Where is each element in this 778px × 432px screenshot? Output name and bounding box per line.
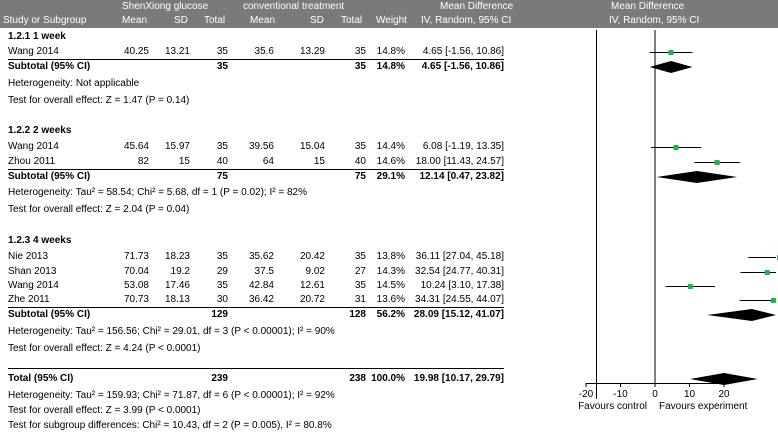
n2: 27 [354,266,366,277]
weight: 14.3% [376,266,405,277]
sd2: 20.72 [299,294,325,305]
favours-left-label: Favours control [578,401,647,412]
ci: 4.65 [-1.56, 10.86] [422,46,504,57]
total-ci: 19.98 [10.17, 29.79] [413,373,504,384]
col-weight: Weight [376,15,407,26]
ci: 18.00 [11.43, 24.57] [415,156,504,167]
x-tick-label: 0 [652,389,658,400]
weight: 14.5% [376,280,405,291]
x-tick-label: -20 [578,389,594,400]
subtotal-ci: 12.14 [0.47, 23.82] [419,171,504,182]
weight: 14.6% [376,156,405,167]
n2: 31 [354,294,366,305]
subtotal-weight: 29.1% [376,171,405,182]
mean1: 53.08 [123,280,149,291]
weight: 13.6% [376,294,405,305]
subtotal-weight: 56.2% [376,309,405,320]
subgroup-title: 1.2.2 2 weeks [8,125,72,136]
subtotal-n1: 129 [211,309,228,320]
sd1: 18.13 [164,294,190,305]
col-mean2: Mean [250,15,276,26]
subtotal-n1: 35 [216,61,228,72]
total-n2: 238 [349,373,366,384]
col-total2: Total [341,15,363,26]
overall-effect-text: Test for overall effect: Z = 4.24 (P < 0.0001) [8,343,201,354]
pooled-diamond [707,309,776,321]
plot-ci-header: IV, Random, 95% CI [609,15,700,26]
x-tick-label: 20 [718,389,730,400]
subgroup-title: 1.2.1 1 week [8,31,66,42]
overall-effect-text: Test for overall effect: Z = 1.47 (P = 0.14) [8,95,190,106]
subtotal-n2: 128 [349,309,366,320]
subtotal-n2: 35 [354,61,366,72]
mean2: 42.84 [248,280,274,291]
mean2: 36.42 [248,294,274,305]
pooled-diamond [657,171,738,183]
col-ci: IV, Random, 95% CI [421,15,512,26]
weight: 14.4% [376,141,405,152]
sd1: 19.2 [170,266,190,277]
subtotal-ci: 28.09 [15.12, 41.07] [413,309,504,320]
subtotal-weight: 14.8% [376,61,405,72]
n1: 35 [216,141,228,152]
subgroup-differences-text: Test for subgroup differences: Chi² = 10.43, df = 2 (P = 0.005), I² = 80.8% [8,420,332,431]
study-name: Nie 2013 [8,251,49,262]
study-point [688,284,693,289]
sd1: 15 [178,156,190,167]
heterogeneity-text: Heterogeneity: Tau² = 58.54; Chi² = 5.68, df = 1 (P = 0.02); I² = 82% [8,187,307,198]
sd1: 13.21 [164,46,190,57]
study-name: Shan 2013 [8,266,57,277]
subtotal-n1: 75 [216,171,228,182]
col-sd1: SD [174,15,188,26]
sd2: 13.29 [299,46,325,57]
n1: 35 [216,280,228,291]
n2: 40 [354,156,366,167]
mean1: 82 [137,156,149,167]
total-n1: 239 [211,373,228,384]
study-point [673,145,678,150]
col-sd2: SD [310,15,324,26]
mean1: 70.04 [123,266,149,277]
ci: 32.54 [24.77, 40.31] [415,266,504,277]
mean2: 39.56 [248,141,274,152]
group1-header: ShenXiong glucose [122,1,209,12]
sd2: 20.42 [299,251,325,262]
study-point [765,270,770,275]
ci: 36.11 [27.04, 45.18] [415,251,504,262]
mean2: 35.6 [254,46,274,57]
sd2: 15.04 [299,141,325,152]
n1: 35 [216,46,228,57]
mean1: 45.64 [123,141,149,152]
weight: 14.8% [376,46,405,57]
mean1: 71.73 [123,251,149,262]
col-total1: Total [204,15,226,26]
study-point [669,50,674,55]
heterogeneity-text: Heterogeneity: Not applicable [8,78,140,89]
n1: 30 [216,294,228,305]
study-name: Zhe 2011 [8,294,50,305]
n2: 35 [354,251,366,262]
effect-title: Mean Difference [440,1,514,12]
study-name: Wang 2014 [8,280,59,291]
sd1: 15.97 [164,141,190,152]
overall-effect-text: Test for overall effect: Z = 2.04 (P = 0.04) [8,204,190,215]
subtotal-label: Subtotal (95% CI) [8,309,91,320]
favours-right-label: Favours experiment [659,401,748,412]
col-study: Study or Subgroup [3,15,87,26]
n2: 35 [354,46,366,57]
sd2: 9.02 [305,266,325,277]
total-label: Total (95% CI) [8,373,74,384]
subgroup-title: 1.2.3 4 weeks [8,235,72,246]
n1: 35 [216,251,228,262]
col-mean1: Mean [122,15,148,26]
sd2: 15 [313,156,325,167]
n2: 35 [354,280,366,291]
total-heterogeneity-text: Heterogeneity: Tau² = 159.93; Chi² = 71.87, df = 6 (P < 0.00001); I² = 92% [8,390,335,401]
subtotal-n2: 75 [354,171,366,182]
study-name: Zhou 2011 [8,156,56,167]
mean1: 40.25 [123,46,149,57]
mean2: 37.5 [254,266,274,277]
ci: 10.24 [3.10, 17.38] [420,280,504,291]
ci: 34.31 [24.55, 44.07] [415,294,504,305]
x-tick-label: 10 [683,389,696,400]
total-overall-effect-text: Test for overall effect: Z = 3.99 (P < 0.0001) [8,405,201,416]
n2: 35 [354,141,366,152]
subtotal-label: Subtotal (95% CI) [8,61,91,72]
study-name: Wang 2014 [8,46,59,57]
subtotal-ci: 4.65 [-1.56, 10.86] [421,61,504,72]
sd1: 17.46 [164,280,190,291]
n1: 40 [216,156,228,167]
mean1: 70.73 [123,294,149,305]
mean2: 35.62 [248,251,274,262]
weight: 13.8% [376,251,405,262]
subtotal-label: Subtotal (95% CI) [8,171,91,182]
heterogeneity-text: Heterogeneity: Tau² = 156.56; Chi² = 29.01, df = 3 (P < 0.00001); I² = 90% [8,326,335,337]
total-weight: 100.0% [371,373,405,384]
ci: 6.08 [-1.19, 13.35] [422,141,504,152]
plot-title: Mean Difference [611,1,685,12]
mean2: 64 [262,156,274,167]
group2-header: conventional treatment [243,1,345,12]
sd1: 18.23 [164,251,190,262]
n1: 29 [216,266,228,277]
x-tick-label: -10 [613,389,628,400]
sd2: 12.61 [299,280,325,291]
study-point [715,160,720,165]
pooled-diamond [650,61,693,73]
study-point [771,298,776,303]
study-name: Wang 2014 [8,141,59,152]
